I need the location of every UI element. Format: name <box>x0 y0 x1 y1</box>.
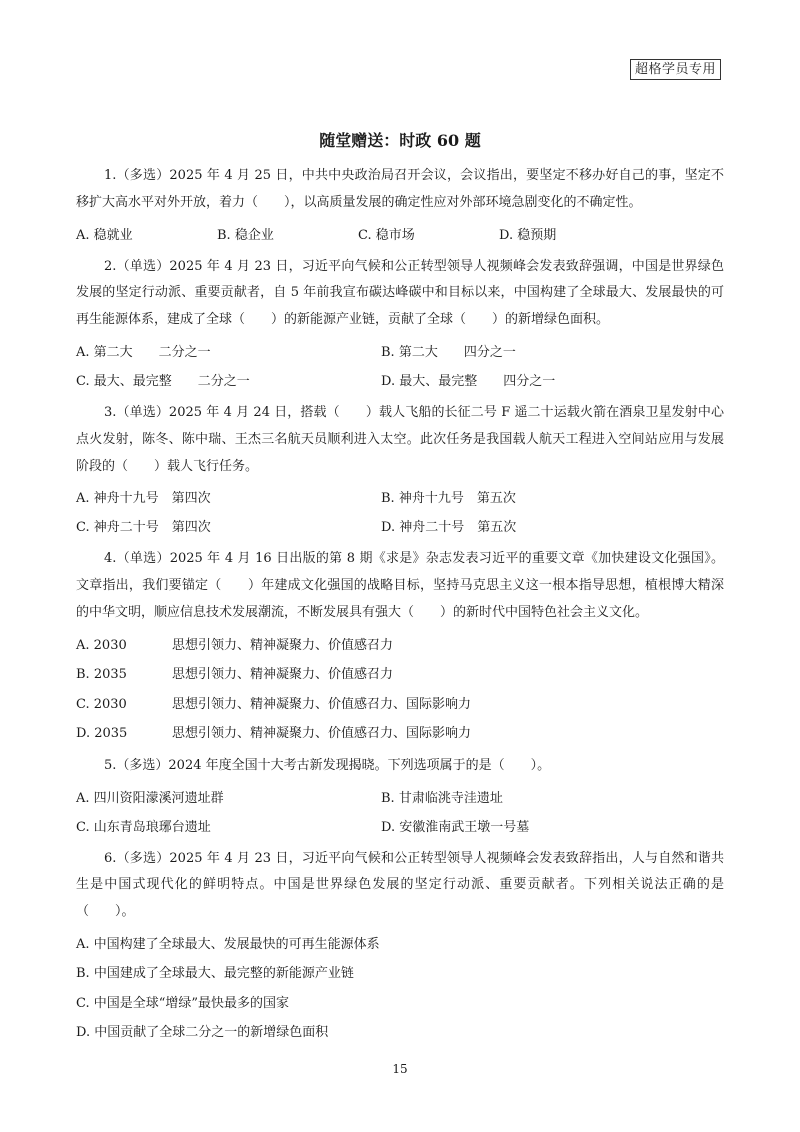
user-restriction-stamp: 超格学员专用 <box>630 59 721 80</box>
option-b: B. 稳企业 <box>217 227 274 243</box>
option-b: B. 神舟十九号 第五次 <box>381 491 516 507</box>
option-text: 思想引领力、精神凝聚力、价值感召力、国际影响力 <box>172 696 472 712</box>
option-c: C. 山东青岛琅琊台遗址 <box>76 819 211 835</box>
question-1-options <box>76 221 724 250</box>
option-key: A. 2030 <box>76 637 127 653</box>
option-d <box>76 719 724 749</box>
option-d: D. 安徽淮南武王墩一号墓 <box>381 819 530 835</box>
question-5-options <box>76 784 724 842</box>
option-key: C. 2030 <box>76 696 127 712</box>
option-key: D. 2035 <box>76 726 128 742</box>
option-text: 思想引领力、精神凝聚力、价值感召力 <box>172 667 394 683</box>
option-c: C. 最大、最完整 二分之一 <box>76 373 250 389</box>
question-5-stem: 5.（多选）2024 年度全国十大考古新发现揭晓。下列选项属于的是（ ）。 <box>104 757 551 773</box>
option-text: 思想引领力、精神凝聚力、价值感召力 <box>172 637 394 653</box>
option-c: C. 中国是全球“增绿”最快最多的国家 <box>76 995 290 1011</box>
option-a: A. 神舟十九号 第四次 <box>76 491 211 507</box>
question-2-stem: 2.（单选）2025 年 4 月 23 日，习近平向气候和公正转型领导人视频峰会发表致辞强调，中国是世界绿色发展的坚定行动派、重要贡献者，自 5 年前我宣布碳达峰碳中和目标以来，中国构建了全球最大、发展最快的可再生能源体系，建成了全球（ ）的新能源产业链，贡献了全球（ ）的新增绿色面积。 <box>76 258 724 328</box>
option-a: A. 稳就业 <box>76 227 133 243</box>
option-d: D. 中国贡献了全球二分之一的新增绿色面积 <box>76 1025 329 1041</box>
option-a <box>76 631 724 661</box>
option-c: C. 稳市场 <box>358 227 415 243</box>
option-b: B. 第二大 四分之一 <box>381 344 516 360</box>
question-6-options <box>76 930 724 1048</box>
question-6-stem: 6.（多选）2025 年 4 月 23 日，习近平向气候和公正转型领导人视频峰会发表致辞指出，人与自然和谐共生是中国式现代化的鲜明特点。中国是世界绿色发展的坚定行动派、重要贡献者。下列相关说法正确的是（ ）。 <box>76 850 724 920</box>
option-d: D. 神舟二十号 第五次 <box>381 520 517 536</box>
option-a: A. 中国构建了全球最大、发展最快的可再生能源体系 <box>76 936 380 952</box>
option-c: C. 神舟二十号 第四次 <box>76 520 211 536</box>
option-text: 思想引领力、精神凝聚力、价值感召力、国际影响力 <box>172 726 472 742</box>
question-3-stem: 3.（单选）2025 年 4 月 24 日，搭载（ ）载人飞船的长征二号 F 遥二十运载火箭在酒泉卫星发射中心点火发射，陈冬、陈中瑞、王杰三名航天员顺利进入太空。此次任务是我国载人航天工程进入空间站应用与发展阶段的（ ）载人飞行任务。 <box>76 404 724 474</box>
question-4-stem: 4.（单选）2025 年 4 月 16 日出版的第 8 期《求是》杂志发表习近平的重要文章《加快建设文化强国》。文章指出，我们要锚定（ ）年建成文化强国的战略目标，坚持马克思主义这一根本指导思想，植根博大精深的中华文明，顺应信息技术发展潮流，不断发展具有强大（ ）的新时代中国特色社会主义文化。 <box>76 551 724 620</box>
option-a: A. 第二大 二分之一 <box>76 344 211 360</box>
option-b: B. 中国建成了全球最大、最完整的新能源产业链 <box>76 966 354 982</box>
question-2-options <box>76 338 724 396</box>
option-d: D. 稳预期 <box>499 227 557 243</box>
option-a: A. 四川资阳濛溪河遗址群 <box>76 790 224 806</box>
question-1-stem: 1.（多选）2025 年 4 月 25 日，中共中央政治局召开会议，会议指出，要坚定不移办好自己的事，坚定不移扩大高水平对外开放，着力（ ），以高质量发展的确定性应对外部环境急剧变化的不确定性。 <box>76 168 724 210</box>
option-b <box>76 660 724 690</box>
page-number: 15 <box>392 1062 408 1076</box>
option-key: B. 2035 <box>76 667 127 683</box>
option-b: B. 甘肃临洮寺洼遗址 <box>381 790 503 806</box>
question-4-options <box>76 631 724 749</box>
option-d: D. 最大、最完整 四分之一 <box>381 373 556 389</box>
page-title: 随堂赠送：时政 60 题 <box>319 131 481 150</box>
option-c <box>76 690 724 720</box>
question-list <box>76 163 724 1052</box>
question-3-options <box>76 484 724 542</box>
